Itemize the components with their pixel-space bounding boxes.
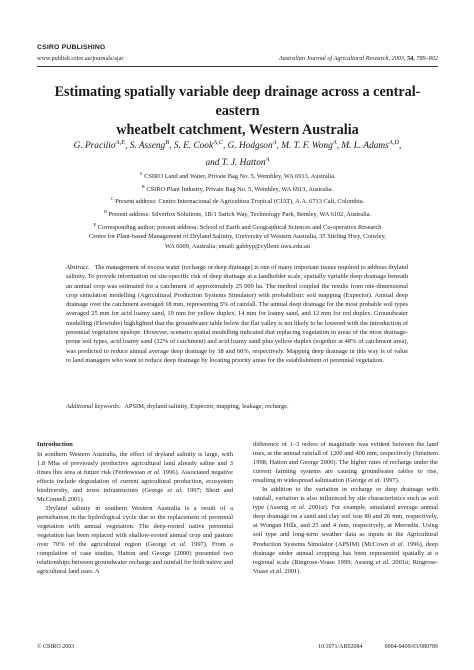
title-line: wheatbelt catchment, Western Australia: [116, 122, 359, 138]
journal-name: Australian Journal of Agricultural Research,: [278, 55, 391, 62]
journal-url[interactable]: www.publish.csiro.au/journals/ajar: [37, 55, 124, 62]
body-paragraph: In addition to the variation in recharge or deep drainage with rainfall, variation is also influenced by site characteristics such as soil type (Asseng et al. 2001a). For example, simulated average annual deep drainage on a sand and clay soil was 80 and 26 mm, respectively, at Wongan Hills, and 25 and 4 mm, respectively, at Merredin. Using soil type and long-term weather data as inputs in the Agricultural Production Systems Simulator (APSIM) (McCown et al. 1996), deep drainage under annual cropping has been represented spatially at a regional scale (Ringrose-Voase 1999; Asseng et al. 2001a; Ringrose-Voase et al. 2001).: [253, 486, 438, 575]
abstract-label: Abstract.: [66, 264, 90, 271]
abstract-text: The management of excess water (recharge or deep drainage) is one of many important issues required to address dryland salinity. To provide information on site-specific risk of deep drainage at a landholder scale, spatially variable deep drainage beneath an annual crop was estimated for a catchment of approximately 25 000 ha. The method coupled the results from one-dimensional crop simulation modelling (Agricultural Production Systems Simulator) with probabilistic soil mapping (Expector). Annual deep drainage over the catchment averaged 18 mm, representing 5% of rainfall. The annual deep drainage for the most probable soil types averaged 25 mm for acid loamy sand, 19 mm for yellow duplex, 14 mm for loamy sand, and 12 mm for red duplex. Groundwater modelling (Flowtube) highlighted that the groundwater table below the flat valley is not likely to be lowered with the introduction of perennial vegetation upslope. However, scenario spatial modelling indicated that replacing vegetation in areas of the most drainage-prone soil types, acid loamy sand (22% of catchment) and acid loamy sand plus yellow duplex (together at 48% of catchment area), was predicted to reduce annual average deep drainage by 38 and 60%, respectively. Mapping deep drainage in this way is of value to land managers who want to reduce deep drainage by locating priority areas for the establishment of perennial vegetation.: [66, 264, 409, 364]
keywords-label: Additional keywords:: [66, 403, 122, 410]
affiliation-list: [37, 169, 438, 251]
journal-volume: 54,: [407, 55, 415, 62]
journal-citation: [279, 55, 438, 62]
paper-title: [37, 83, 438, 140]
body-paragraph: Dryland salinity in southern Western Australia is a result of a perturbation in the hydrological cycle due to the replacement of perennial vegetation with annual vegetation. The deep-rooted native perennial vegetation has been replaced with shallow-rooted annual crop and pasture over 70% of the agricultural region (George et al. 1997). From a compilation of case studies, Hatton and George (2000) presented two relationships between groundwater recharge and rainfall for both native and agricultural land uses. A: [37, 504, 234, 576]
affiliation-line: Centre for Plant-based Management of Dryland Salinity, University of Western Australia, 35 Stirling Hwy, Crawley,: [89, 233, 386, 241]
keywords-text: APSIM, dryland salinity, Expector, mapping, leakage, recharge.: [124, 403, 289, 410]
keywords: [66, 402, 408, 411]
journal-pages: 789–802: [416, 55, 438, 62]
affiliation-line: $^E$ Corresponding author; present address: School of Earth and Geographical Sciences and Co-operative Research: [93, 221, 382, 231]
copyright-notice: © CSIRO 2003: [37, 644, 75, 650]
author-line: G. Pracilio$^{A,E}$, S. Asseng$^B$, S. E. Cook$^{A,C}$, G. Hodgson$^A$, M. T. F. Wong$^A$, M. L. Adams$^{A,D}$,: [73, 139, 402, 152]
publisher-name: CSIRO PUBLISHING: [37, 44, 106, 51]
affiliation-line: $^B$ CSIRO Plant Industry, Private Bag No. 5, Wembley, WA 6913, Australia.: [141, 183, 334, 193]
body-paragraph: difference of 1–3 orders of magnitude was evident between the land uses, at the annual rainfall of 1200 and 400 mm, respectively (Smettem 1998; Hatton and George 2000). The higher rates of recharge under the current farming systems are causing groundwater tables to rise, resulting in widespread salinisation (George et al. 1997).: [253, 441, 438, 485]
affiliation-line: $^A$ CSIRO Land and Water, Private Bag No. 5, Wembley, WA 6913, Australia.: [139, 171, 336, 181]
abstract: [66, 263, 408, 365]
author-line: and T. J. Hatton$^A$: [205, 156, 270, 169]
body-column-right: [253, 440, 438, 576]
affiliation-line: WA 6009, Australia; email: gabbyp@cyllene.uwa.edu.au: [164, 242, 311, 250]
section-heading-introduction: Introduction: [37, 441, 73, 448]
affiliation-line: $^C$ Present address: Centro Internacional de Agricultura Tropical (CIAT), A.A. 6713 Cali, Colombia.: [110, 196, 365, 206]
body-paragraph: In southern Western Australia, the effect of dryland salinity is large, with 1.8 Mha of previously productive agricultural land already saline and 3 times this area at future risk (Ferdowsian et al. 1996). Associated negative effects include degradation of current agricultural production, ecosystem biodiversity, and town infrastructure (George et al. 1997; Short and McConnell 2001).: [37, 450, 233, 503]
title-line: Estimating spatially variable deep drainage across a central-eastern: [54, 84, 421, 119]
author-list: [37, 136, 438, 170]
affiliation-line: $^D$ Present address: Silverfox Solutions, 1B/1 Sarich Way, Technology Park, Bentley, WA 6102, Australia.: [103, 208, 372, 218]
issn: 0004-9409/03/080789: [384, 644, 438, 650]
body-column-left: [37, 440, 233, 576]
journal-year: 2003,: [391, 55, 406, 62]
header-rule: [37, 66, 438, 67]
doi: 10.1071/AR02084: [318, 644, 363, 650]
